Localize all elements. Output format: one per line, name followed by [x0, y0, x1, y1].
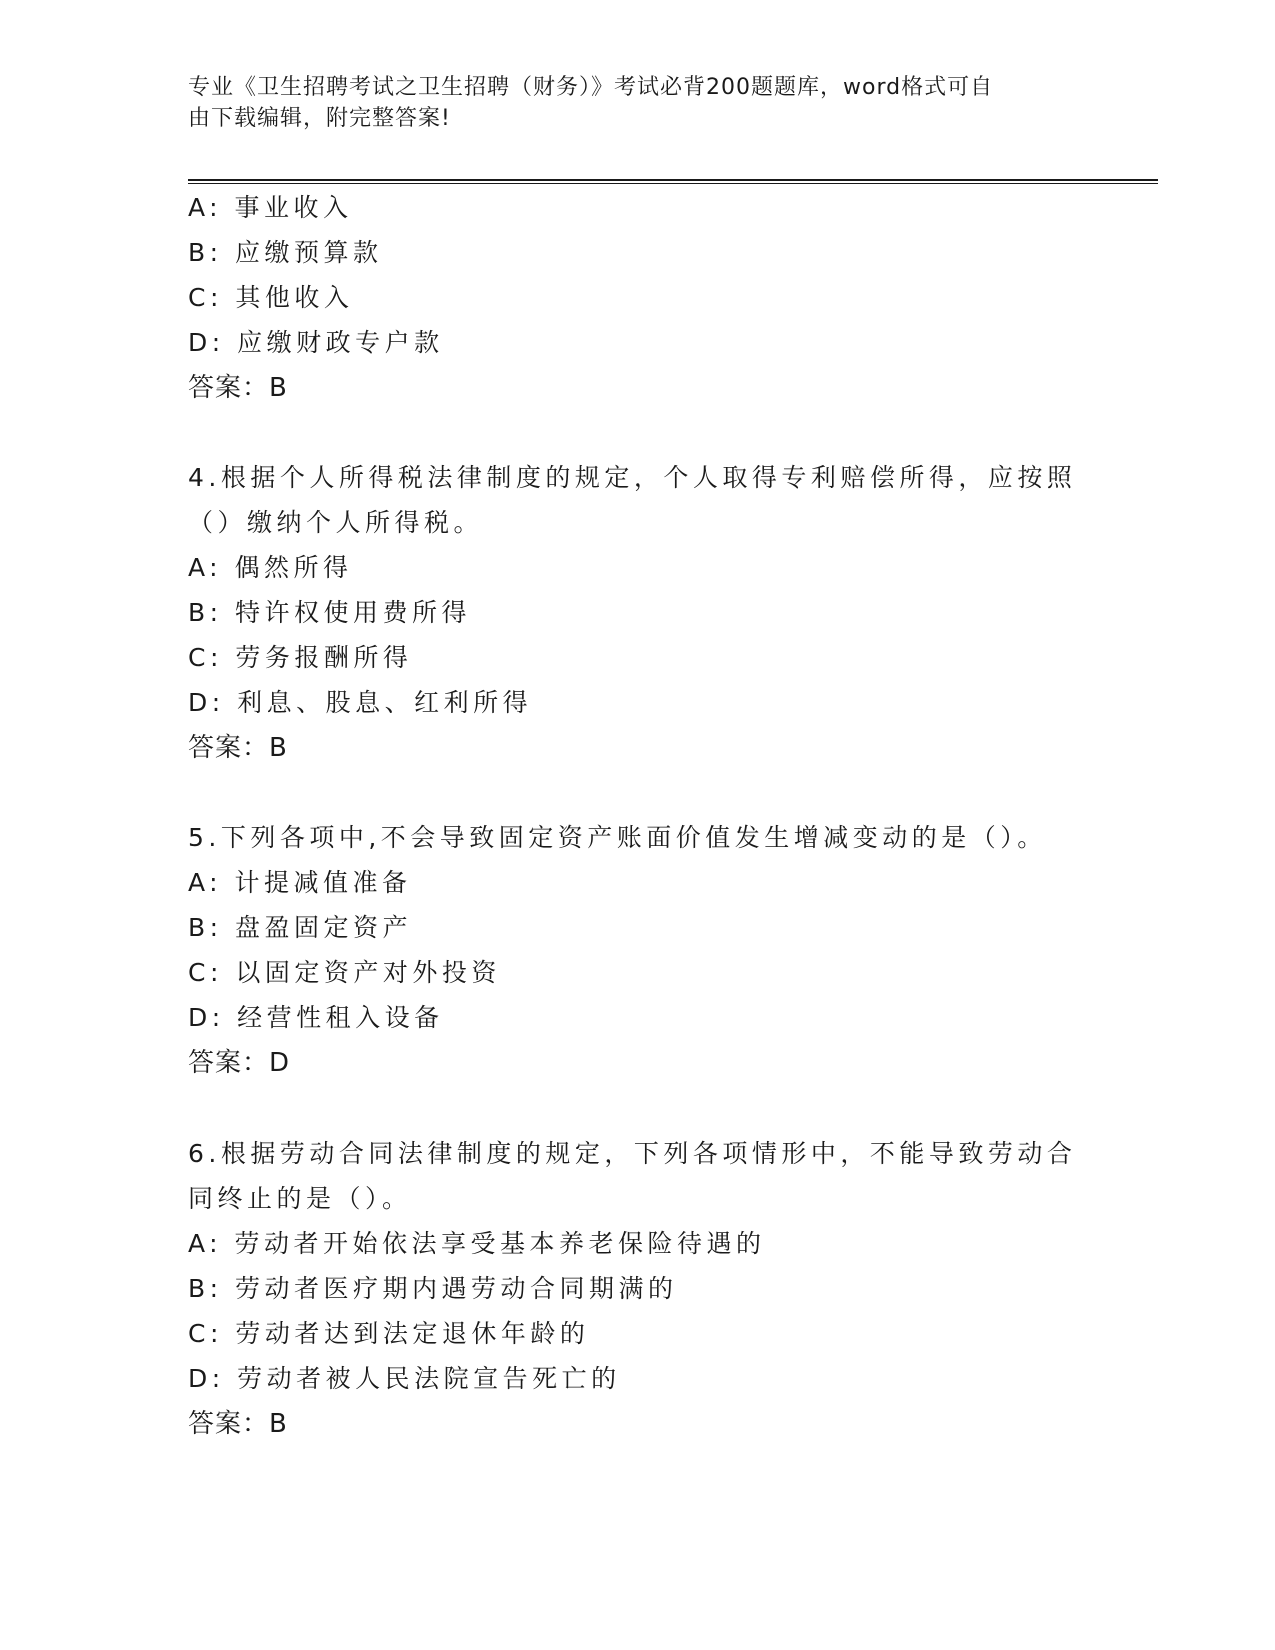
header-line-1: 专业《卫生招聘考试之卫生招聘（财务）》考试必背200题题库，word格式可自 — [188, 75, 994, 100]
q6-option-c: C: 劳动者达到法定退休年龄的 — [188, 1319, 590, 1348]
q3-option-b: B: 应缴预算款 — [188, 238, 383, 267]
q5-option-c: C: 以固定资产对外投资 — [188, 958, 501, 987]
q5-option-b: B: 盘盈固定资产 — [188, 913, 413, 942]
q6-answer: 答案：B — [188, 1409, 288, 1439]
q4-answer: 答案：B — [188, 733, 288, 763]
q6-stem-line-2: 同终止的是（）。 — [188, 1184, 412, 1213]
q4-option-b: B: 特许权使用费所得 — [188, 598, 472, 627]
q5-answer: 答案：D — [188, 1048, 291, 1078]
q3-answer: 答案：B — [188, 373, 288, 403]
q6-option-b: B: 劳动者医疗期内遇劳动合同期满的 — [188, 1274, 678, 1303]
q6-option-d: D: 劳动者被人民法院宣告死亡的 — [188, 1364, 621, 1393]
header-divider-thick — [188, 179, 1158, 181]
q6-option-a: A: 劳动者开始依法享受基本养老保险待遇的 — [188, 1229, 766, 1258]
q4-option-a: A: 偶然所得 — [188, 553, 353, 582]
q4-option-c: C: 劳务报酬所得 — [188, 643, 413, 672]
q4-option-d: D: 利息、股息、红利所得 — [188, 688, 533, 717]
q3-option-d: D: 应缴财政专户款 — [188, 328, 444, 357]
q3-option-c: C: 其他收入 — [188, 283, 354, 312]
q3-option-a: A: 事业收入 — [188, 193, 353, 222]
header-line-2: 由下载编辑，附完整答案! — [188, 106, 451, 131]
header-divider-thin — [188, 183, 1158, 184]
q5-option-d: D: 经营性租入设备 — [188, 1003, 444, 1032]
q5-option-a: A: 计提减值准备 — [188, 868, 412, 897]
q6-stem-line-1: 6.根据劳动合同法律制度的规定，下列各项情形中，不能导致劳动合 — [188, 1139, 1077, 1168]
document-header — [188, 72, 1068, 134]
q5-stem-line-1: 5.下列各项中,不会导致固定资产账面价值发生增减变动的是（）。 — [188, 823, 1047, 852]
q4-stem-line-1: 4.根据个人所得税法律制度的规定，个人取得专利赔偿所得，应按照 — [188, 463, 1077, 492]
q4-stem-line-2: （）缴纳个人所得税。 — [188, 508, 484, 537]
